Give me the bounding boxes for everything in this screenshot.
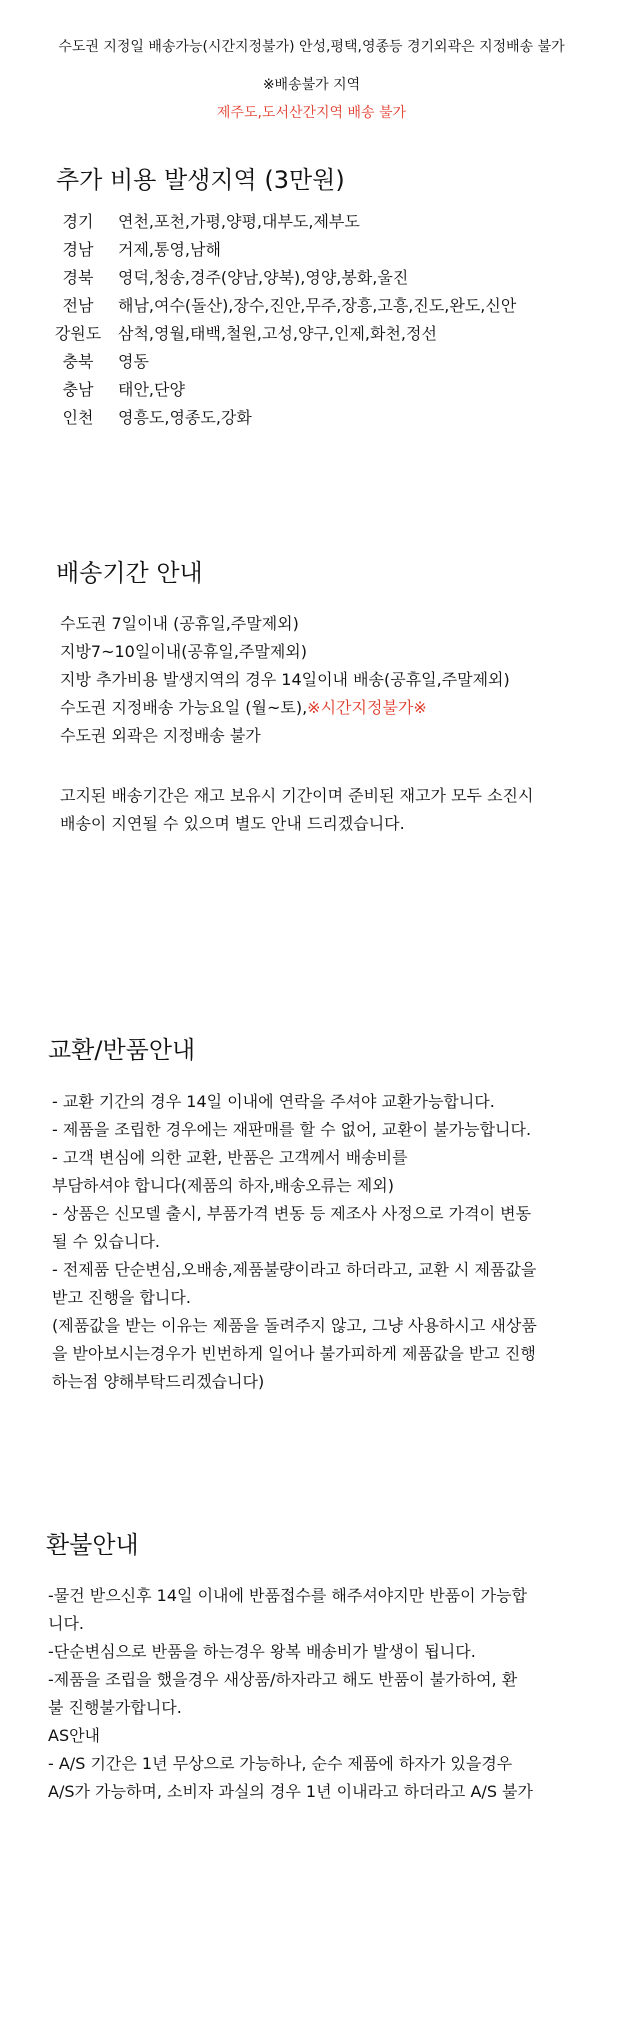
region-name: 충남 [62, 380, 94, 399]
extra-cost-region-table [48, 208, 516, 432]
exchange-line: - 고객 변심에 의한 교환, 반품은 고객께서 배송비를 [52, 1148, 408, 1167]
shipping-line: 수도권 7일이내 (공휴일,주말제외) [60, 614, 299, 633]
exchange-line: (제품값을 받는 이유는 제품을 돌려주지 않고, 그냥 사용하시고 새상품 [52, 1316, 537, 1335]
region-row [48, 292, 516, 320]
region-name: 전남 [62, 296, 94, 315]
refund-line: - A/S 기간은 1년 무상으로 가능하나, 순수 제품에 하자가 있을경우 [48, 1754, 513, 1773]
exchange-line: 을 받아보시는경우가 빈번하게 일어나 불가피하게 제품값을 받고 진행 [52, 1344, 536, 1363]
region-areas: 삼척,영월,태백,철원,고성,양구,인제,화천,정선 [118, 324, 437, 343]
extra-cost-title: 추가 비용 발생지역 (3만원) [56, 166, 345, 194]
region-row [48, 236, 516, 264]
shipping-line [60, 694, 510, 722]
refund-line: 니다. [48, 1614, 84, 1633]
region-name: 경기 [62, 212, 94, 231]
region-name: 경북 [62, 268, 94, 287]
shipping-weekday-text: 수도권 지정배송 가능요일 (월~토), [60, 698, 308, 717]
region-areas: 거제,통영,남해 [118, 240, 221, 259]
region-row [48, 376, 516, 404]
refund-policy [48, 1582, 533, 1806]
refund-line: A/S가 가능하며, 소비자 과실의 경우 1년 이내라고 하더라고 A/S 불가 [48, 1782, 533, 1801]
exchange-line: 부담하셔야 합니다(제품의 하자,배송오류는 제외) [52, 1176, 394, 1195]
as-heading: AS안내 [48, 1726, 101, 1745]
region-name: 인천 [62, 408, 94, 427]
exchange-line: 받고 진행을 합니다. [52, 1288, 191, 1307]
region-areas: 영흥도,영종도,강화 [118, 408, 252, 427]
exchange-policy [52, 1088, 537, 1396]
note-line: 배송이 지연될 수 있으며 별도 안내 드리겠습니다. [60, 814, 405, 833]
no-delivery-regions: 제주도,도서산간지역 배송 불가 [216, 105, 407, 121]
exchange-title: 교환/반품안내 [48, 1036, 196, 1064]
region-areas: 영덕,청송,경주(양남,양북),영양,봉화,울진 [118, 268, 409, 287]
region-name: 충북 [62, 352, 94, 371]
region-areas: 연천,포천,가평,양평,대부도,제부도 [118, 212, 360, 231]
exchange-line: - 상품은 신모델 출시, 부품가격 변동 등 제조사 사정으로 가격이 변동 [52, 1204, 532, 1223]
region-name: 강원도 [54, 324, 102, 343]
shipping-period-list [60, 610, 510, 750]
region-row [48, 320, 516, 348]
region-row [48, 404, 516, 432]
exchange-line: - 전제품 단순변심,오배송,제품불량이라고 하더라고, 교환 시 제품값을 [52, 1260, 537, 1279]
no-delivery-label: ※배송불가 지역 [262, 77, 361, 93]
refund-title: 환불안내 [46, 1531, 139, 1559]
region-areas: 영동 [118, 352, 149, 371]
shipping-title: 배송기간 안내 [56, 559, 203, 587]
no-time-slot-warning: ※시간지정불가※ [307, 698, 427, 717]
refund-line: -물건 받으신후 14일 이내에 반품접수를 해주셔야지만 반품이 가능합 [48, 1586, 528, 1605]
exchange-line: 하는점 양해부탁드리겠습니다) [52, 1372, 265, 1391]
exchange-line: - 교환 기간의 경우 14일 이내에 연락을 주셔야 교환가능합니다. [52, 1092, 495, 1111]
shipping-delay-note [60, 782, 533, 838]
delivery-note: 수도권 지정일 배송가능(시간지정불가) 안성,평택,영종등 경기외곽은 지정배송 불가 [58, 39, 565, 55]
region-row [48, 208, 516, 236]
refund-line: -단순변심으로 반품을 하는경우 왕복 배송비가 발생이 됩니다. [48, 1642, 476, 1661]
region-row [48, 264, 516, 292]
refund-line: 불 진행불가합니다. [48, 1698, 182, 1717]
region-row [48, 348, 516, 376]
shipping-line: 지방 추가비용 발생지역의 경우 14일이내 배송(공휴일,주말제외) [60, 670, 510, 689]
region-areas: 해남,여수(돌산),장수,진안,무주,장흥,고흥,진도,완도,신안 [118, 296, 517, 315]
exchange-line: - 제품을 조립한 경우에는 재판매를 할 수 없어, 교환이 불가능합니다. [52, 1120, 532, 1139]
shipping-line: 지방7~10일이내(공휴일,주말제외) [60, 642, 307, 661]
refund-line: -제품을 조립을 했을경우 새상품/하자라고 해도 반품이 불가하여, 환 [48, 1670, 518, 1689]
note-line: 고지된 배송기간은 재고 보유시 기간이며 준비된 재고가 모두 소진시 [60, 786, 534, 805]
exchange-line: 될 수 있습니다. [52, 1232, 160, 1251]
shipping-line: 수도권 외곽은 지정배송 불가 [60, 726, 261, 745]
region-name: 경남 [62, 240, 94, 259]
region-areas: 태안,단양 [118, 380, 185, 399]
